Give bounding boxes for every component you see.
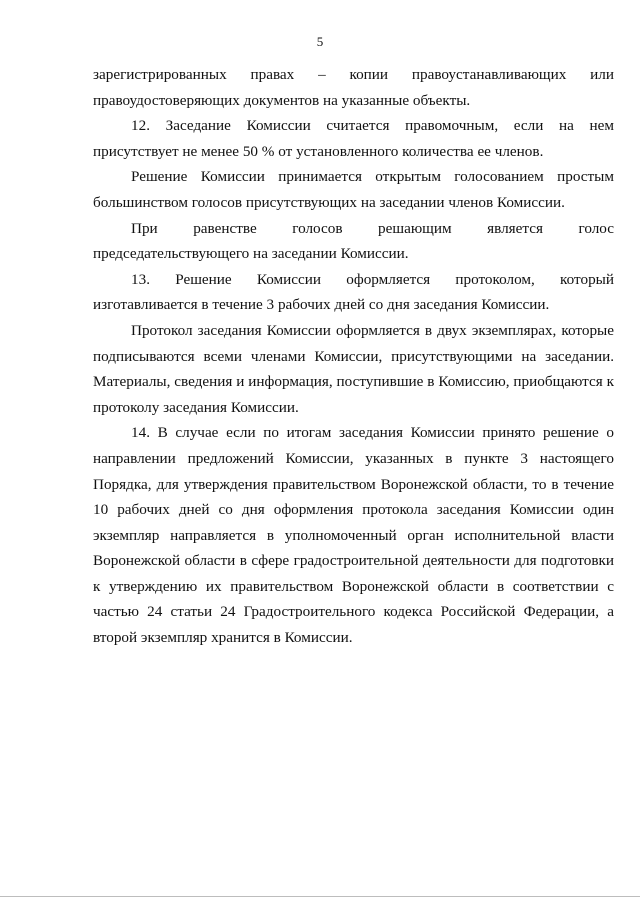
document-body bbox=[93, 62, 614, 651]
paragraph-14: 14. В случае если по итогам заседания Комиссии принято решение о направлении предложений Комиссии, указанных в пункте 3 настоящего Порядка, для утверждения правительством Воронежской области, то в течение 10 рабочих дней со дня оформления протокола заседания Комиссии один экземпляр направляется в уполномоченный орган исполнительной власти Воронежской области в сфере градостроительной деятельности для подготовки к утверждению их правительством Воронежской области в соответствии с частью 24 статьи 24 Градостроительного кодекса Российской Федерации, а второй экземпляр хранится в Комиссии. bbox=[93, 424, 614, 647]
bottom-divider bbox=[0, 896, 640, 897]
paragraph-13: 13. Решение Комиссии оформляется протоколом, который изготавливается в течение 3 рабочих дней со дня заседания Комиссии. bbox=[93, 270, 614, 314]
page-number: 5 bbox=[316, 34, 324, 49]
paragraph-12: 12. Заседание Комиссии считается правомочным, если на нем присутствует не менее 50 % от установленного количества ее членов. bbox=[93, 117, 614, 160]
paragraph-protocol-copies: Протокол заседания Комиссии оформляется в двух экземплярах, которые подписываются всеми членами Комиссии, присутствующими на заседании. Материалы, сведения и информация, поступившие в Комиссию, приобщаются к протоколу заседания Комиссии. bbox=[93, 321, 614, 416]
paragraph-tie-vote: При равенстве голосов решающим является голос председательствующего на заседании Комиссии. bbox=[93, 219, 614, 263]
paragraph-decision-voting: Решение Комиссии принимается открытым голосованием простым большинством голосов присутствующих на заседании членов Комиссии. bbox=[93, 168, 614, 211]
paragraph-continuation: зарегистрированных правах – копии правоустанавливающих или правоудостоверяющих документов на указанные объекты. bbox=[93, 66, 614, 109]
